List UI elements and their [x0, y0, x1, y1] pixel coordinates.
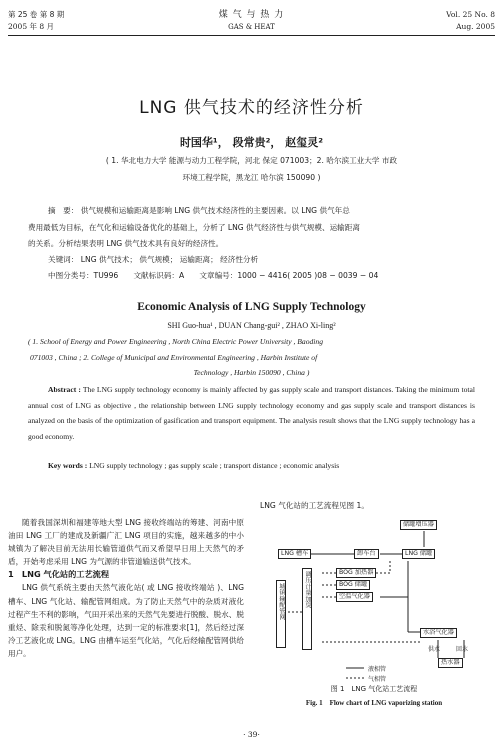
box-lng-tank: LNG 储罐 — [402, 549, 435, 559]
body-paragraph-2: LNG 供气系统主要由天然气液化站( 或 LNG 接收终端站 )、LNG 槽车、LNG 气化站、输配管网组成。为了防止天然气中的杂质对液化过程产生不利的影响，气田开采出来的天然气先要进行脱酸、脱水、脱重烃、除汞和脱氮等净化处理，达到一定的标准要求[1]，然后经过深冷工艺液化成 LNG。LNG 由槽车运至气化站，气化后经输配管网供给用户。 — [8, 583, 244, 658]
box-bog-tank: BOG 储罐 — [336, 580, 370, 590]
box-hot-water-heater: 热水器 — [438, 658, 463, 668]
body-paragraph-1: 随着我国深圳和福建等地大型 LNG 接收终端站的筹建、河南中原油田 LNG 工厂的建成及新疆广汇 LNG 项目的实施，越来越多的中小城镇为了解决目前无法用长输管道供气而又希望早日用上天然气的矛盾，开始考虑采用 LNG 为气源的非管道输送供气技术。 — [8, 518, 244, 567]
page-number: · 39· — [243, 730, 260, 739]
abstract-en-text: The LNG supply technology economy is mainly affected by gas supply scale and transport distances. Taking the minimum total annual cost of LNG as objective , the relationship between LNG supply technology economy and gas supply scale and transport distances is analyzed on the basis of the optimization of gasification and transport equipment. The analysis result shows that the LNG supply technology has a good economy. — [28, 385, 475, 442]
box-unloading-booster: 卸车台 — [354, 549, 379, 559]
box-lng-truck: LNG 槽车 — [278, 549, 311, 559]
figure-caption-cn: 图 1 LNG 气化站工艺流程 — [330, 685, 418, 693]
section-heading-1: 1 LNG 气化站的工艺流程 — [8, 569, 110, 580]
affiliation-en-3: Technology , Harbin 150090 , China ) — [193, 368, 310, 377]
affiliation-cn-1: ( 1. 华北电力大学 能源与动力工程学院，河北 保定 071003；2. 哈尔滨工业大学 市政 — [105, 156, 398, 165]
header-volume-en: Vol. 25 No. 8 — [446, 10, 495, 19]
keywords-en-label: Key words : — [48, 461, 88, 470]
box-metering-odorizing: 调压计量加臭 — [302, 568, 312, 650]
legend-liquid-label: 液相管 — [368, 666, 387, 673]
header-date: 2005 年 8 月 — [8, 22, 55, 31]
box-storage-booster: 储罐增压器 — [400, 520, 437, 530]
header-rule — [8, 35, 495, 36]
abstract-en — [28, 382, 475, 445]
label-water-return: 回水 — [456, 646, 469, 653]
figure-1-flow-chart — [258, 512, 490, 710]
authors-en: SHI Guo-hua¹ , DUAN Chang-gui² , ZHAO Xi-ling² — [167, 321, 336, 330]
paper-title-cn: LNG 供气技术的经济性分析 — [139, 98, 364, 118]
abstract-cn-line-3: 的关系。分析结果表明 LNG 供气技术具有良好的经济性。 — [28, 239, 224, 248]
abstract-cn-line-2: 费用最低为目标，在气化和运输设备优化的基础上，分析了 LNG 供气经济性与供气规模、运输距离 — [28, 223, 360, 232]
legend-gas-label: 气相管 — [368, 676, 387, 683]
abstract-cn-line-1: 摘 要： 供气规模和运输距离是影响 LNG 供气技术经济性的主要因素。以 LNG 供气年总 — [48, 206, 350, 215]
box-air-vaporizer: 空温气化器 — [336, 592, 373, 602]
paper-title-en: Economic Analysis of LNG Supply Technology — [137, 301, 366, 313]
header-date-en: Aug. 2005 — [456, 22, 495, 31]
classification-codes: 中图分类号：TU996 文献标识码：A 文章编号：1000 − 4416( 2005 )08 − 0039 − 04 — [48, 271, 379, 280]
box-city-network: 城镇输配管网 — [276, 580, 286, 648]
keywords-en — [28, 458, 475, 474]
authors-cn: 时国华¹， 段常贵²， 赵玺灵² — [179, 136, 324, 149]
keywords-cn: 关键词： LNG 供气技术； 供气规模； 运输距离； 经济性分析 — [48, 255, 259, 264]
keywords-en-text: LNG supply technology ; gas supply scale ; transport distance ; economic analysis — [87, 461, 340, 470]
abstract-en-label: Abstract : — [48, 385, 81, 394]
body-left-column — [8, 516, 244, 660]
figure-caption-en: Fig. 1 Flow chart of LNG vaporizing station — [305, 699, 443, 707]
box-bog-heater: BOG 加热器 — [336, 568, 376, 578]
affiliation-en-2: 071003 , China ; 2. College of Municipal and Environmental Engineering , Harbin Institute of — [30, 353, 318, 362]
box-water-bath-vaporizer: 水浴气化器 — [420, 628, 457, 638]
affiliation-en-1: ( 1. School of Energy and Power Engineering , North China Electric Power University , Baoding — [28, 337, 323, 346]
journal-name: 煤 气 与 热 力 — [218, 10, 285, 20]
figure-intro-text: LNG 气化站的工艺流程见图 1。 — [260, 501, 369, 510]
label-water-supply: 供水 — [428, 646, 441, 653]
journal-name-en: GAS & HEAT — [228, 23, 275, 31]
affiliation-cn-2: 环境工程学院，黑龙江 哈尔滨 150090 ) — [182, 173, 321, 182]
header-volume: 第 25 卷 第 8 期 — [8, 10, 65, 19]
